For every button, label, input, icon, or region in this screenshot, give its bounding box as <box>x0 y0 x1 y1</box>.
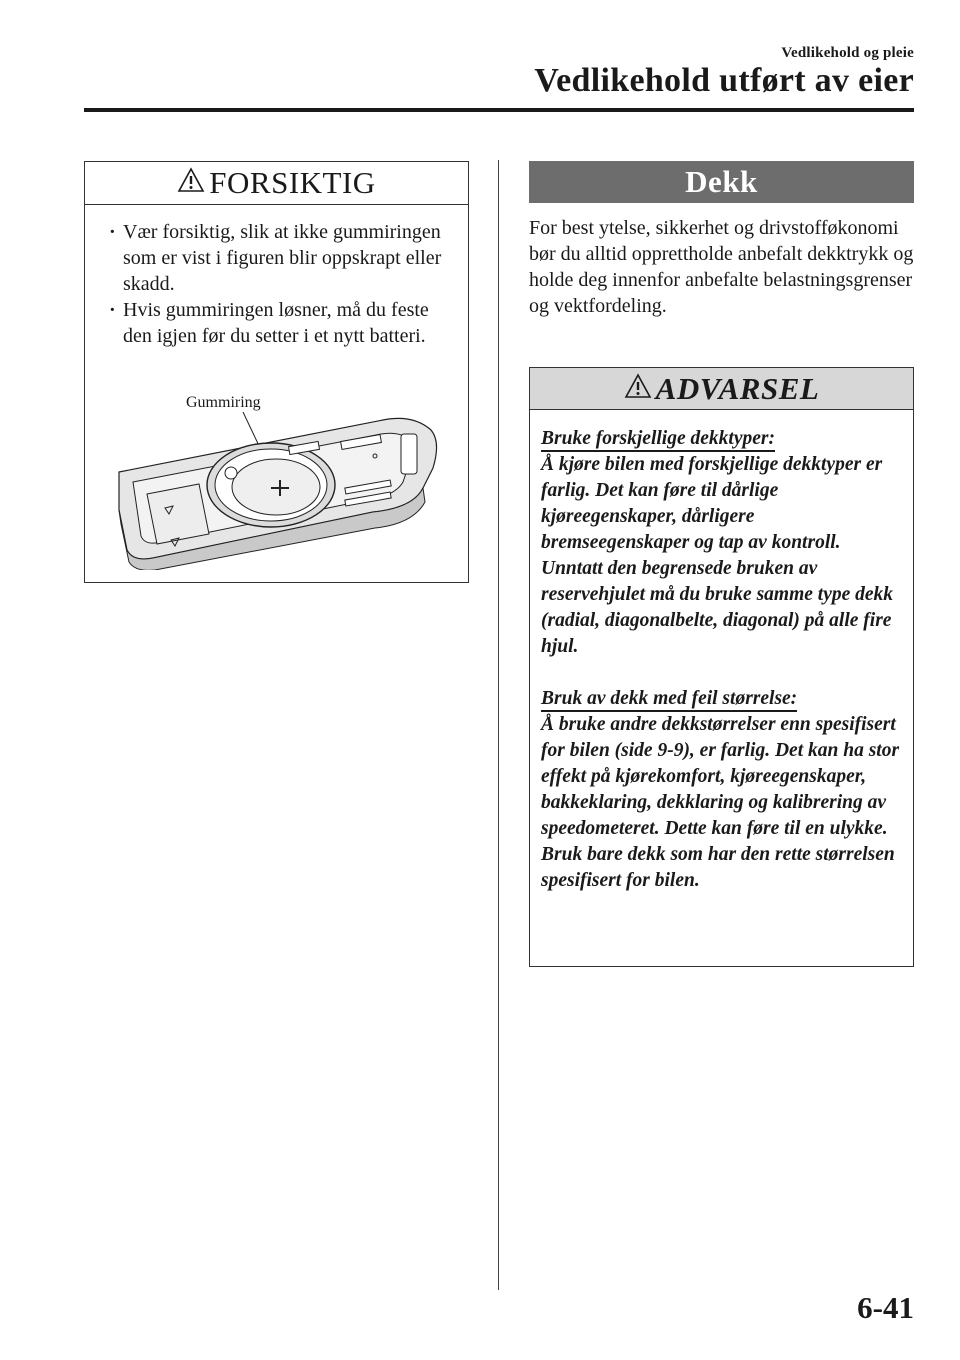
warning-box <box>529 367 914 967</box>
header-rule <box>84 108 914 112</box>
column-divider <box>498 160 499 1290</box>
page-title: Vedlikehold utført av eier <box>534 62 914 99</box>
key-battery-figure <box>113 390 443 570</box>
warning-triangle-icon <box>177 165 205 201</box>
caution-item: · Hvis gummiringen løsner, må du feste den igjen før du setter i et nytt batteri. <box>109 299 429 347</box>
warning-paragraph: Å bruke andre dekkstørrelser enn spesifisert for bilen (side 9-9), er farlig. Det kan ha stor effekt på kjørekomfort, kjøreegenskaper, bakkeklaring, dekklaring og kalibrering av speedometeret. Dette kan føre til en ulykke. Bruk bare dekk som har den rette størrelsen spesifisert for bilen. <box>541 714 900 891</box>
page-number: 6-41 <box>857 1290 914 1325</box>
warning-subheading: Bruke forskjellige dekktyper: <box>541 428 775 452</box>
warning-subheading: Bruk av dekk med feil størrelse: <box>541 688 797 712</box>
caution-header <box>85 162 468 205</box>
caution-heading: FORSIKTIG <box>209 165 376 200</box>
warning-triangle-icon <box>624 371 652 407</box>
caution-item: · Vær forsiktig, slik at ikke gummiringen som er vist i figuren blir oppskrapt eller skadd. <box>109 221 442 295</box>
warning-paragraph: Å kjøre bilen med forskjellige dekktyper er farlig. Det kan føre til dårlige kjøreegenskaper, dårligere bremseegenskaper og tap av kontroll. Unntatt den begrensede bruken av reservehjulet må du bruke samme type dekk (radial, diagonalbelte, diagonal) på alle fire hjul. <box>541 454 894 657</box>
caution-box <box>84 161 469 583</box>
caution-list <box>85 219 468 349</box>
warning-header <box>530 368 913 410</box>
warning-body <box>530 410 913 894</box>
figure-label: Gummiring <box>186 394 261 411</box>
section-heading-dekk: Dekk <box>529 161 914 203</box>
dekk-paragraph: For best ytelse, sikkerhet og drivstofføkonomi bør du alltid opprettholde anbefalt dekktrykk og holde deg innenfor anbefalte belastningsgrenser og vektfordeling. <box>529 217 914 317</box>
warning-heading: ADVARSEL <box>655 370 820 406</box>
header-section: Vedlikehold og pleie <box>781 45 914 61</box>
